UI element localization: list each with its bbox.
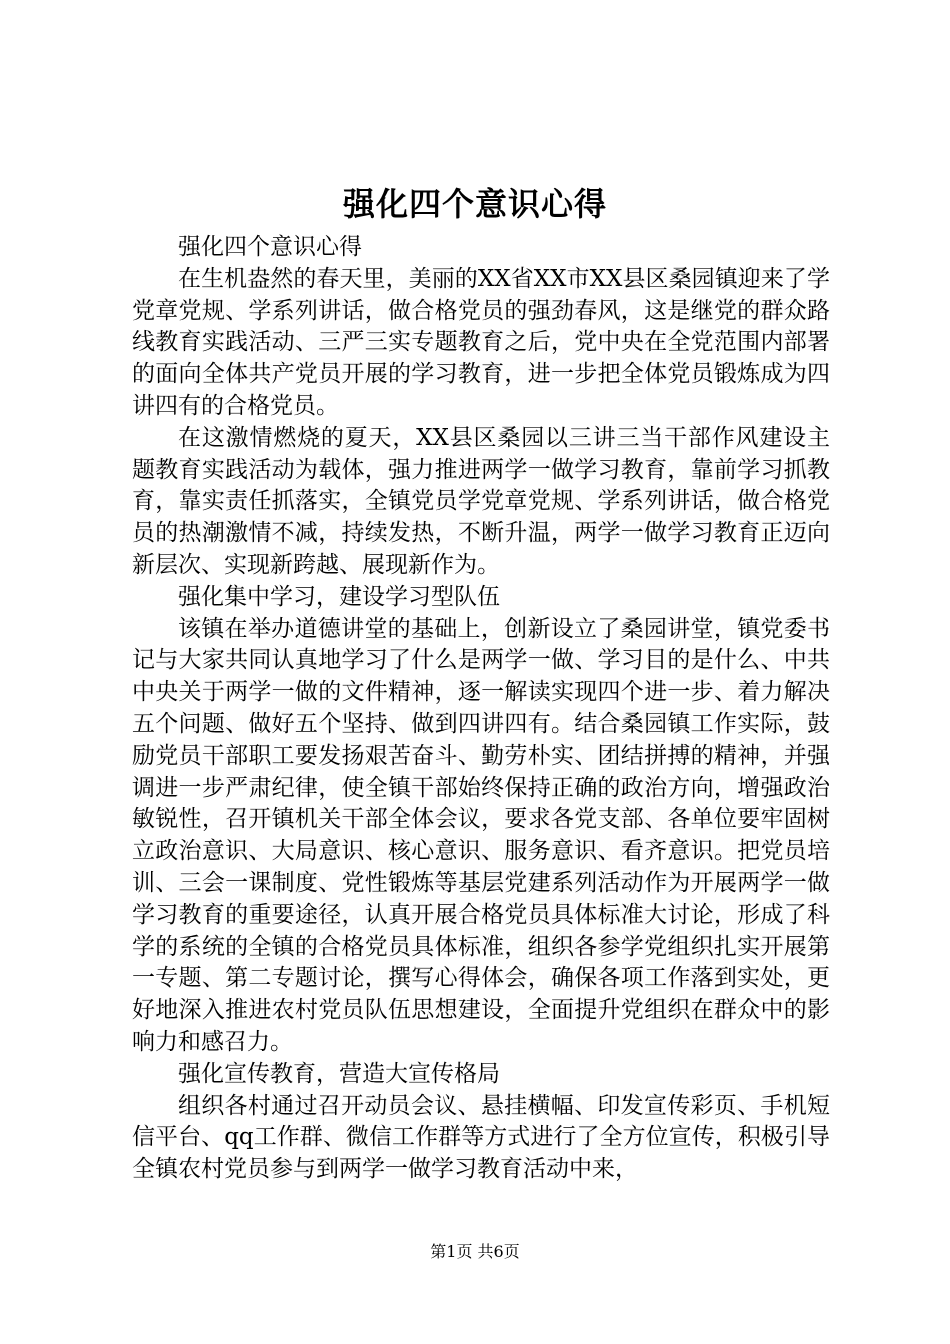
paragraph: 组织各村通过召开动员会议、悬挂横幅、印发宣传彩页、手机短信平台、qq工作群、微信工作群等方式进行了全方位宣传，积极引导全镇农村党员参与到两学一做学习教育活动中来， xyxy=(132,1092,830,1183)
paragraph-subtitle: 强化四个意识心得 xyxy=(178,234,362,260)
paragraph: 在生机盎然的春天里，美丽的XX省XX市XX县区桑园镇迎来了学党章党规、学系列讲话，做合格党员的强劲春风，这是继党的群众路线教育实践活动、三严三实专题教育之后，党中央在全党范围内部署的面向全体共产党员开展的学习教育，进一步把全体党员锻炼成为四讲四有的合格党员。 xyxy=(132,265,830,419)
paragraph: 该镇在举办道德讲堂的基础上，创新设立了桑园讲堂，镇党委书记与大家共同认真地学习了什么是两学一做、学习目的是什么、中共中央关于两学一做的文件精神，逐一解读实现四个进一步、着力解决五个问题、做好五个坚持、做到四讲四有。结合桑园镇工作实际，鼓励党员干部职工要发扬艰苦奋斗、勤劳朴实、团结拼搏的精神，并强调进一步严肃纪律，使全镇干部始终保持正确的政治方向，增强政治敏锐性，召开镇机关干部全体会议，要求各党支部、各单位要牢固树立政治意识、大局意识、核心意识、服务意识、看齐意识。把党员培训、三会一课制度、党性锻炼等基层党建系列活动作为开展两学一做学习教育的重要途径，认真开展合格党员具体标准大讨论，形成了科学的系统的全镇的合格党员具体标准，组织各参学党组织扎实开展第一专题、第二专题讨论，撰写心得体会，确保各项工作落到实处，更好地深入推进农村党员队伍思想建设，全面提升党组织在群众中的影响力和感召力。 xyxy=(132,615,830,1055)
document-body xyxy=(132,232,830,1186)
section-heading: 强化集中学习，建设学习型队伍 xyxy=(178,583,500,610)
document-title: 强化四个意识心得 xyxy=(342,185,607,223)
section-heading: 强化宣传教育，营造大宣传格局 xyxy=(178,1060,500,1087)
page-footer: 第1页 共6页 xyxy=(430,1242,520,1261)
paragraph: 在这激情燃烧的夏天，XX县区桑园以三讲三当干部作风建设主题教育实践活动为载体，强力推进两学一做学习教育，靠前学习抓教育，靠实责任抓落实，全镇党员学党章党规、学系列讲话，做合格党员的热潮激情不减，持续发热，不断升温，两学一做学习教育正迈向新层次、实现新跨越、展现新作为。 xyxy=(132,424,830,578)
